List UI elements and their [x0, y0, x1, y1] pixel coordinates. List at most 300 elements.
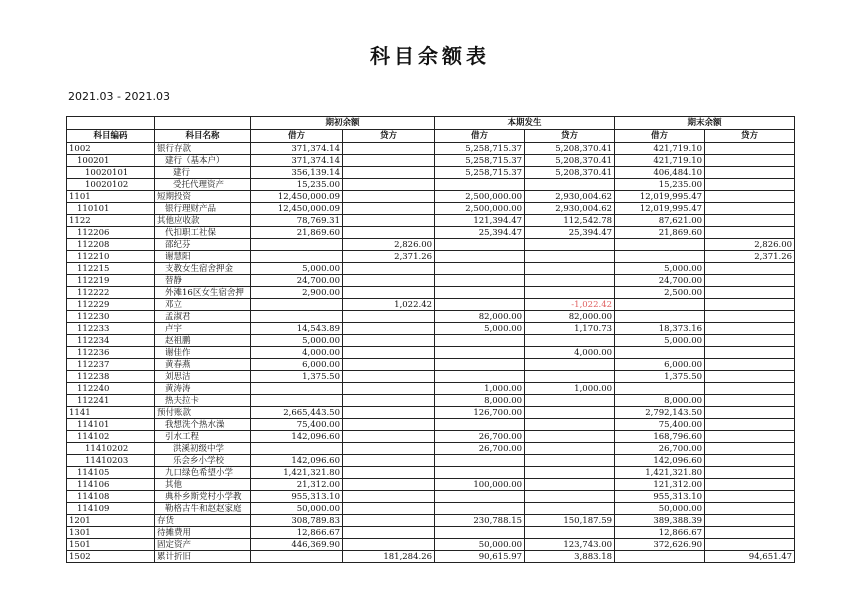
closing-credit-cell: 2,371.26 [705, 251, 795, 263]
opening-credit-cell [343, 443, 435, 455]
table-row [67, 479, 795, 491]
table-row [67, 251, 795, 263]
account-code-cell: 114109 [67, 503, 155, 515]
account-name-cell: 热夫拉卡 [155, 395, 251, 407]
table-row [67, 443, 795, 455]
account-name-cell: 刘思洁 [155, 371, 251, 383]
opening-debit-cell: 21,312.00 [251, 479, 343, 491]
account-code-cell: 114106 [67, 479, 155, 491]
period-debit-cell [435, 275, 525, 287]
account-name-cell: 存货 [155, 515, 251, 527]
opening-credit-cell [343, 227, 435, 239]
opening-debit-cell: 21,869.60 [251, 227, 343, 239]
closing-credit-cell [705, 311, 795, 323]
account-name-cell: 引水工程 [155, 431, 251, 443]
account-name-cell: 黄春燕 [155, 359, 251, 371]
period-credit-cell: 5,208,370.41 [525, 155, 615, 167]
opening-credit-cell [343, 215, 435, 227]
account-code-cell: 112206 [67, 227, 155, 239]
closing-debit-cell [615, 239, 705, 251]
period-debit-cell: 90,615.97 [435, 551, 525, 563]
period-debit-cell: 50,000.00 [435, 539, 525, 551]
opening-debit-cell: 1,375.50 [251, 371, 343, 383]
opening-debit-cell: 12,450,000.09 [251, 203, 343, 215]
opening-debit-cell: 14,543.89 [251, 323, 343, 335]
report-period: 2021.03 - 2021.03 [68, 90, 170, 103]
period-credit-cell [525, 407, 615, 419]
account-name-cell: 邓立 [155, 299, 251, 311]
closing-debit-cell [615, 311, 705, 323]
closing-debit-cell: 5,000.00 [615, 335, 705, 347]
closing-debit-cell [615, 551, 705, 563]
period-debit-cell [435, 455, 525, 467]
opening-debit-cell: 1,421,321.80 [251, 467, 343, 479]
opening-debit-cell [251, 299, 343, 311]
account-name-cell: 固定资产 [155, 539, 251, 551]
account-code-cell: 112241 [67, 395, 155, 407]
closing-credit-cell [705, 323, 795, 335]
opening-credit-cell [343, 359, 435, 371]
period-credit-cell [525, 371, 615, 383]
period-credit-cell: 82,000.00 [525, 311, 615, 323]
opening-credit-cell [343, 287, 435, 299]
account-name-cell: 受托代理资产 [155, 179, 251, 191]
account-code-cell: 112236 [67, 347, 155, 359]
closing-credit-cell [705, 299, 795, 311]
account-name-cell: 赵祖鹏 [155, 335, 251, 347]
opening-debit-cell: 955,313.10 [251, 491, 343, 503]
header-row-columns [67, 130, 795, 143]
period-debit-cell: 2,500,000.00 [435, 203, 525, 215]
account-code-cell: 112237 [67, 359, 155, 371]
account-code-cell: 112238 [67, 371, 155, 383]
opening-credit-cell [343, 335, 435, 347]
table-row [67, 203, 795, 215]
opening-credit-cell [343, 503, 435, 515]
period-credit-cell [525, 251, 615, 263]
header-group-period: 本期发生 [435, 117, 615, 130]
account-name-cell: 代扣职工社保 [155, 227, 251, 239]
table-row [67, 407, 795, 419]
closing-credit-cell: 2,826.00 [705, 239, 795, 251]
period-debit-cell [435, 503, 525, 515]
opening-debit-cell: 142,096.60 [251, 455, 343, 467]
table-row [67, 167, 795, 179]
opening-debit-cell: 6,000.00 [251, 359, 343, 371]
period-credit-cell: 3,883.18 [525, 551, 615, 563]
table-row [67, 299, 795, 311]
opening-debit-cell: 356,139.14 [251, 167, 343, 179]
account-name-cell: 谢佳作 [155, 347, 251, 359]
period-debit-cell [435, 239, 525, 251]
period-debit-cell [435, 419, 525, 431]
opening-credit-cell [343, 431, 435, 443]
period-debit-cell: 5,258,715.37 [435, 143, 525, 155]
account-code-cell: 1002 [67, 143, 155, 155]
account-name-cell: 勒格古牛和赵赵家庭 [155, 503, 251, 515]
table-row [67, 239, 795, 251]
account-name-cell: 支教女生宿舍押金 [155, 263, 251, 275]
opening-credit-cell [343, 527, 435, 539]
table-row [67, 383, 795, 395]
opening-debit-cell: 2,665,443.50 [251, 407, 343, 419]
closing-debit-cell: 1,421,321.80 [615, 467, 705, 479]
period-credit-cell [525, 335, 615, 347]
opening-credit-cell [343, 515, 435, 527]
table-row [67, 227, 795, 239]
closing-credit-cell [705, 143, 795, 155]
column-header: 科目编码 [67, 130, 155, 143]
account-name-cell: 九口绿色希望小学 [155, 467, 251, 479]
closing-credit-cell [705, 359, 795, 371]
table-row [67, 263, 795, 275]
period-debit-cell [435, 299, 525, 311]
account-code-cell: 114101 [67, 419, 155, 431]
closing-credit-cell [705, 419, 795, 431]
closing-credit-cell: 94,651.47 [705, 551, 795, 563]
closing-debit-cell: 12,866.67 [615, 527, 705, 539]
table-body [67, 143, 795, 563]
opening-credit-cell [343, 179, 435, 191]
table-row [67, 311, 795, 323]
table-row [67, 491, 795, 503]
account-code-cell: 1502 [67, 551, 155, 563]
account-code-cell: 1501 [67, 539, 155, 551]
header-group-opening: 期初余额 [251, 117, 435, 130]
column-header: 科目名称 [155, 130, 251, 143]
period-credit-cell [525, 479, 615, 491]
header-row-groups [67, 117, 795, 130]
closing-debit-cell: 1,375.50 [615, 371, 705, 383]
account-code-cell: 114108 [67, 491, 155, 503]
period-debit-cell [435, 179, 525, 191]
opening-credit-cell [343, 203, 435, 215]
closing-credit-cell [705, 515, 795, 527]
closing-debit-cell: 2,792,143.50 [615, 407, 705, 419]
period-debit-cell [435, 491, 525, 503]
period-credit-cell [525, 263, 615, 275]
opening-debit-cell: 15,235.00 [251, 179, 343, 191]
closing-credit-cell [705, 443, 795, 455]
table-row [67, 143, 795, 155]
account-name-cell: 银行存款 [155, 143, 251, 155]
period-credit-cell [525, 239, 615, 251]
account-code-cell: 112240 [67, 383, 155, 395]
account-name-cell: 我想洗个热水澡 [155, 419, 251, 431]
account-name-cell: 其他应收款 [155, 215, 251, 227]
opening-credit-cell [343, 155, 435, 167]
closing-debit-cell [615, 299, 705, 311]
account-code-cell: 112219 [67, 275, 155, 287]
table-row [67, 395, 795, 407]
period-debit-cell [435, 359, 525, 371]
table-row [67, 347, 795, 359]
period-credit-cell: 1,170.73 [525, 323, 615, 335]
column-header: 借方 [615, 130, 705, 143]
table-row [67, 287, 795, 299]
account-code-cell: 112229 [67, 299, 155, 311]
period-debit-cell: 5,258,715.37 [435, 155, 525, 167]
period-credit-cell [525, 395, 615, 407]
period-credit-cell: 2,930,004.62 [525, 191, 615, 203]
period-credit-cell [525, 491, 615, 503]
period-credit-cell: -1,022.42 [525, 299, 615, 311]
closing-credit-cell [705, 335, 795, 347]
opening-debit-cell: 50,000.00 [251, 503, 343, 515]
period-credit-cell [525, 419, 615, 431]
closing-debit-cell: 12,019,995.47 [615, 191, 705, 203]
opening-debit-cell: 78,769.31 [251, 215, 343, 227]
account-code-cell: 100201 [67, 155, 155, 167]
period-credit-cell: 4,000.00 [525, 347, 615, 359]
opening-credit-cell [343, 539, 435, 551]
closing-debit-cell: 142,096.60 [615, 455, 705, 467]
closing-debit-cell: 15,235.00 [615, 179, 705, 191]
period-debit-cell: 26,700.00 [435, 443, 525, 455]
account-name-cell: 乐会乡小学校 [155, 455, 251, 467]
table-row [67, 359, 795, 371]
account-code-cell: 110101 [67, 203, 155, 215]
opening-credit-cell [343, 395, 435, 407]
period-debit-cell [435, 287, 525, 299]
period-credit-cell: 1,000.00 [525, 383, 615, 395]
closing-credit-cell [705, 395, 795, 407]
account-code-cell: 112233 [67, 323, 155, 335]
opening-debit-cell [251, 311, 343, 323]
table-row [67, 179, 795, 191]
closing-debit-cell: 406,484.10 [615, 167, 705, 179]
account-name-cell: 建行 [155, 167, 251, 179]
period-debit-cell: 126,700.00 [435, 407, 525, 419]
closing-credit-cell [705, 527, 795, 539]
period-debit-cell: 230,788.15 [435, 515, 525, 527]
period-credit-cell: 150,187.59 [525, 515, 615, 527]
closing-credit-cell [705, 167, 795, 179]
table-row [67, 335, 795, 347]
closing-debit-cell [615, 251, 705, 263]
column-header: 贷方 [705, 130, 795, 143]
period-debit-cell: 25,394.47 [435, 227, 525, 239]
header-group-closing: 期末余额 [615, 117, 795, 130]
closing-credit-cell [705, 491, 795, 503]
closing-credit-cell [705, 275, 795, 287]
opening-debit-cell [251, 395, 343, 407]
closing-debit-cell: 5,000.00 [615, 263, 705, 275]
account-name-cell: 卢宇 [155, 323, 251, 335]
opening-credit-cell [343, 347, 435, 359]
account-name-cell: 外滩16区女生宿舍押 [155, 287, 251, 299]
closing-debit-cell: 50,000.00 [615, 503, 705, 515]
table-row [67, 419, 795, 431]
account-name-cell: 典朴乡斯党村小学教 [155, 491, 251, 503]
opening-debit-cell [251, 251, 343, 263]
table-row [67, 503, 795, 515]
table-row [67, 275, 795, 287]
account-code-cell: 112230 [67, 311, 155, 323]
period-credit-cell: 2,930,004.62 [525, 203, 615, 215]
opening-debit-cell: 5,000.00 [251, 263, 343, 275]
period-credit-cell [525, 179, 615, 191]
period-debit-cell [435, 263, 525, 275]
closing-debit-cell: 21,869.60 [615, 227, 705, 239]
closing-debit-cell: 168,796.60 [615, 431, 705, 443]
opening-debit-cell: 2,900.00 [251, 287, 343, 299]
closing-credit-cell [705, 179, 795, 191]
period-debit-cell: 121,394.47 [435, 215, 525, 227]
account-name-cell: 累计折旧 [155, 551, 251, 563]
opening-credit-cell: 2,826.00 [343, 239, 435, 251]
period-credit-cell: 112,542.78 [525, 215, 615, 227]
account-code-cell: 112210 [67, 251, 155, 263]
closing-debit-cell: 421,719.10 [615, 143, 705, 155]
opening-debit-cell [251, 239, 343, 251]
closing-debit-cell: 2,500.00 [615, 287, 705, 299]
opening-credit-cell [343, 479, 435, 491]
closing-debit-cell: 955,313.10 [615, 491, 705, 503]
period-credit-cell [525, 359, 615, 371]
opening-credit-cell [343, 371, 435, 383]
opening-credit-cell [343, 263, 435, 275]
opening-credit-cell [343, 191, 435, 203]
closing-credit-cell [705, 383, 795, 395]
closing-credit-cell [705, 539, 795, 551]
page-title: 科目余额表 [370, 44, 490, 68]
period-debit-cell [435, 335, 525, 347]
account-balance-table [66, 116, 795, 563]
account-name-cell: 银行理财产品 [155, 203, 251, 215]
opening-credit-cell [343, 455, 435, 467]
closing-debit-cell: 87,621.00 [615, 215, 705, 227]
table-row [67, 155, 795, 167]
table-row [67, 515, 795, 527]
table-row [67, 191, 795, 203]
table-row [67, 551, 795, 563]
account-name-cell: 建行（基本户） [155, 155, 251, 167]
opening-credit-cell [343, 143, 435, 155]
opening-debit-cell: 5,000.00 [251, 335, 343, 347]
period-debit-cell: 1,000.00 [435, 383, 525, 395]
period-debit-cell [435, 251, 525, 263]
account-name-cell: 预付账款 [155, 407, 251, 419]
opening-credit-cell [343, 407, 435, 419]
opening-debit-cell: 371,374.14 [251, 143, 343, 155]
opening-credit-cell: 181,284.26 [343, 551, 435, 563]
table-row [67, 323, 795, 335]
closing-debit-cell: 24,700.00 [615, 275, 705, 287]
opening-debit-cell: 75,400.00 [251, 419, 343, 431]
opening-debit-cell [251, 383, 343, 395]
column-header: 贷方 [525, 130, 615, 143]
closing-debit-cell: 389,388.39 [615, 515, 705, 527]
period-credit-cell [525, 467, 615, 479]
closing-credit-cell [705, 407, 795, 419]
account-name-cell: 待摊费用 [155, 527, 251, 539]
account-name-cell: 替静 [155, 275, 251, 287]
header-spacer [67, 117, 155, 130]
opening-credit-cell: 2,371.26 [343, 251, 435, 263]
opening-credit-cell [343, 311, 435, 323]
closing-credit-cell [705, 479, 795, 491]
period-credit-cell [525, 431, 615, 443]
account-code-cell: 1141 [67, 407, 155, 419]
period-debit-cell: 8,000.00 [435, 395, 525, 407]
opening-credit-cell [343, 419, 435, 431]
opening-credit-cell [343, 323, 435, 335]
closing-debit-cell: 75,400.00 [615, 419, 705, 431]
account-name-cell: 孟淑君 [155, 311, 251, 323]
opening-debit-cell: 4,000.00 [251, 347, 343, 359]
period-credit-cell: 25,394.47 [525, 227, 615, 239]
period-debit-cell: 100,000.00 [435, 479, 525, 491]
period-credit-cell [525, 443, 615, 455]
period-credit-cell [525, 527, 615, 539]
period-debit-cell: 5,000.00 [435, 323, 525, 335]
closing-credit-cell [705, 371, 795, 383]
account-code-cell: 11410202 [67, 443, 155, 455]
closing-debit-cell [615, 383, 705, 395]
period-credit-cell: 123,743.00 [525, 539, 615, 551]
opening-debit-cell: 308,789.83 [251, 515, 343, 527]
account-name-cell: 洪溪初级中学 [155, 443, 251, 455]
closing-debit-cell: 26,700.00 [615, 443, 705, 455]
period-credit-cell: 5,208,370.41 [525, 167, 615, 179]
period-credit-cell [525, 287, 615, 299]
table-row [67, 431, 795, 443]
closing-debit-cell: 12,019,995.47 [615, 203, 705, 215]
account-code-cell: 10020101 [67, 167, 155, 179]
table-row [67, 467, 795, 479]
table-row [67, 455, 795, 467]
period-credit-cell [525, 503, 615, 515]
account-name-cell: 黄涛涛 [155, 383, 251, 395]
opening-credit-cell [343, 167, 435, 179]
account-code-cell: 11410203 [67, 455, 155, 467]
account-code-cell: 10020102 [67, 179, 155, 191]
closing-credit-cell [705, 455, 795, 467]
closing-credit-cell [705, 203, 795, 215]
period-credit-cell [525, 455, 615, 467]
closing-credit-cell [705, 431, 795, 443]
table-row [67, 539, 795, 551]
closing-debit-cell [615, 347, 705, 359]
opening-credit-cell [343, 491, 435, 503]
closing-credit-cell [705, 155, 795, 167]
period-debit-cell [435, 347, 525, 359]
closing-debit-cell: 121,312.00 [615, 479, 705, 491]
closing-credit-cell [705, 467, 795, 479]
opening-credit-cell [343, 383, 435, 395]
closing-credit-cell [705, 191, 795, 203]
closing-credit-cell [705, 287, 795, 299]
closing-credit-cell [705, 263, 795, 275]
opening-debit-cell [251, 551, 343, 563]
period-debit-cell [435, 527, 525, 539]
column-header: 借方 [435, 130, 525, 143]
column-header: 借方 [251, 130, 343, 143]
opening-debit-cell: 12,866.67 [251, 527, 343, 539]
opening-credit-cell [343, 275, 435, 287]
opening-debit-cell [251, 443, 343, 455]
account-code-cell: 112234 [67, 335, 155, 347]
closing-debit-cell: 372,626.90 [615, 539, 705, 551]
table-row [67, 527, 795, 539]
account-code-cell: 1101 [67, 191, 155, 203]
period-debit-cell: 26,700.00 [435, 431, 525, 443]
closing-credit-cell [705, 503, 795, 515]
header-spacer [155, 117, 251, 130]
closing-debit-cell: 421,719.10 [615, 155, 705, 167]
account-name-cell: 其他 [155, 479, 251, 491]
